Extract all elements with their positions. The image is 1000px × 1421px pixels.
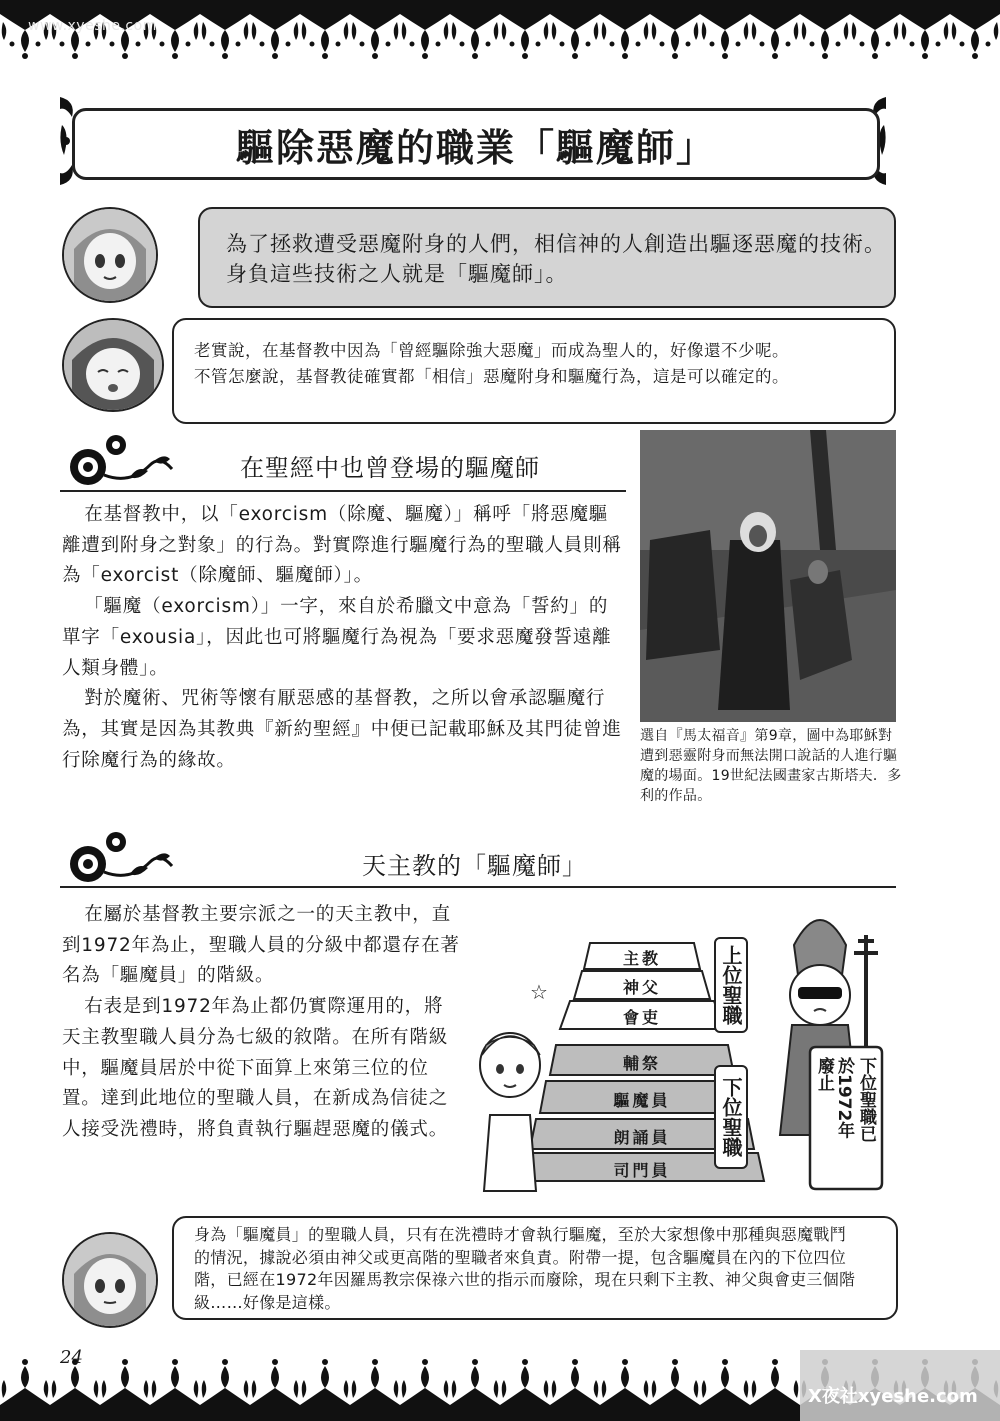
section1-paragraph: 「驅魔（exorcism）」一字，來自於希臘文中意為「誓約」的單字「exousia」，因此也可將驅魔行為視為「要求惡魔發誓遠離人類身體」。: [62, 596, 612, 679]
engraving-image: [640, 430, 896, 722]
section2-paragraph: 右表是到1972年為止都仍實際運用的，將天主教聖職人員分為七級的敘階。在所有階級中，驅魔員居於中從下面算上來第三位的位置。達到此地位的聖職人員，在新成為信徒之人接受洗禮時，將負責執行驅趕惡魔的儀式。: [62, 996, 449, 1140]
rank-bishop: 主教: [622, 949, 661, 968]
image-caption: 選自『馬太福音』第9章，圖中為耶穌對遭到惡靈附身而無法開口說話的人進行驅魔的場面。19世紀法國畫家古斯塔夫．多利的作品。: [640, 728, 902, 804]
speech-bubble-note: [172, 318, 896, 424]
footer-line: 階，已經在1972年因羅馬教宗保祿六世的指示而廢除，現在只剩下主教、神父與會吏三個階: [194, 1270, 856, 1289]
avatar-girl-3: [62, 1232, 158, 1328]
section1-paragraph: 對於魔術、咒術等懷有厭惡感的基督教，之所以會承認驅魔行為，其實是因為其教典『新約聖經』中便已記載耶穌及其門徒曾進行除魔行為的緣故。: [62, 688, 622, 771]
watermark-top: www.xyeshe.com: [28, 18, 157, 34]
section1-rule: [60, 490, 626, 492]
section2-body: [62, 900, 462, 1146]
rank-lector: 朗誦員: [613, 1128, 671, 1147]
section2-paragraph: 在屬於基督教主要宗派之一的天主教中，直到1972年為止，聖職人員的分級中都還存在著名為「驅魔員」的階級。: [62, 904, 460, 987]
note-line-1: 老實說，在基督教中因為「曾經驅除強大惡魔」而成為聖人的，好像還不少呢。: [194, 341, 789, 360]
footer-line: 的情況，據說必須由神父或更高階的聖職者來負責。附帶一提，包含驅魔員在內的下位四位: [194, 1247, 847, 1267]
section1-heading: 在聖經中也曾登場的驅魔師: [240, 454, 540, 482]
upper-clergy-label: [714, 937, 748, 1033]
rank-deacon: 會吏: [622, 1008, 661, 1027]
footer-line: 級……好像是這樣。: [194, 1292, 341, 1312]
watermark-bottom: X夜社xyeshe.com: [808, 1386, 978, 1407]
lower-clergy-label: [714, 1065, 748, 1169]
footer-line: 身為「驅魔員」的聖職人員，只有在洗禮時才會執行驅魔，至於大家想像中那種與惡魔戰鬥: [194, 1225, 847, 1244]
section1-paragraph: 在基督教中，以「exorcism（除魔、驅魔）」稱呼「將惡魔驅離遭到附身之對象」的行為。對實際進行驅魔行為的聖職人員則稱為「exorcist（除魔師、驅魔師）」。: [62, 504, 622, 587]
abolished-speech-bubble: [808, 1043, 884, 1193]
section1-body: [62, 500, 624, 776]
speech-bubble-footer: [172, 1216, 898, 1320]
rank-acolyte: 輔祭: [622, 1054, 661, 1073]
intro-line-1: 為了拯救遭受惡魔附身的人們，相信神的人創造出驅逐惡魔的技術。: [226, 232, 886, 256]
page-title-box: [72, 108, 880, 180]
speech-bubble-intro: [198, 207, 896, 308]
avatar-girl-1: [62, 207, 158, 303]
intro-line-2: 身負這些技術之人就是「驅魔師」。: [226, 262, 568, 286]
rose-ornament-1: [60, 425, 180, 495]
rank-porter: 司門員: [613, 1161, 671, 1180]
rank-exorcist: 驅魔員: [613, 1091, 671, 1110]
rose-ornament-2: [60, 822, 180, 892]
upper-clergy-text: 上位聖職: [719, 945, 743, 1025]
page-number: 24: [60, 1347, 83, 1368]
lower-clergy-text: 下位聖職: [719, 1077, 743, 1157]
abolished-text-a: 下位聖職已: [856, 1057, 876, 1142]
note-line-2: 不管怎麼說，基督教徒確實都「相信」惡魔附身和驅魔行為，這是可以確定的。: [194, 367, 789, 386]
abolished-text-c: 廢止: [814, 1057, 834, 1091]
rank-priest: 神父: [622, 978, 661, 997]
page-title: 驅除惡魔的職業「驅魔師」: [235, 125, 716, 170]
abolished-text-b: 於1972年: [834, 1057, 854, 1139]
section2-rule: [60, 886, 896, 888]
svg-text:☆: ☆: [530, 980, 548, 1004]
section2-heading: 天主教的「驅魔師」: [362, 852, 587, 880]
avatar-girl-2: [62, 318, 164, 412]
